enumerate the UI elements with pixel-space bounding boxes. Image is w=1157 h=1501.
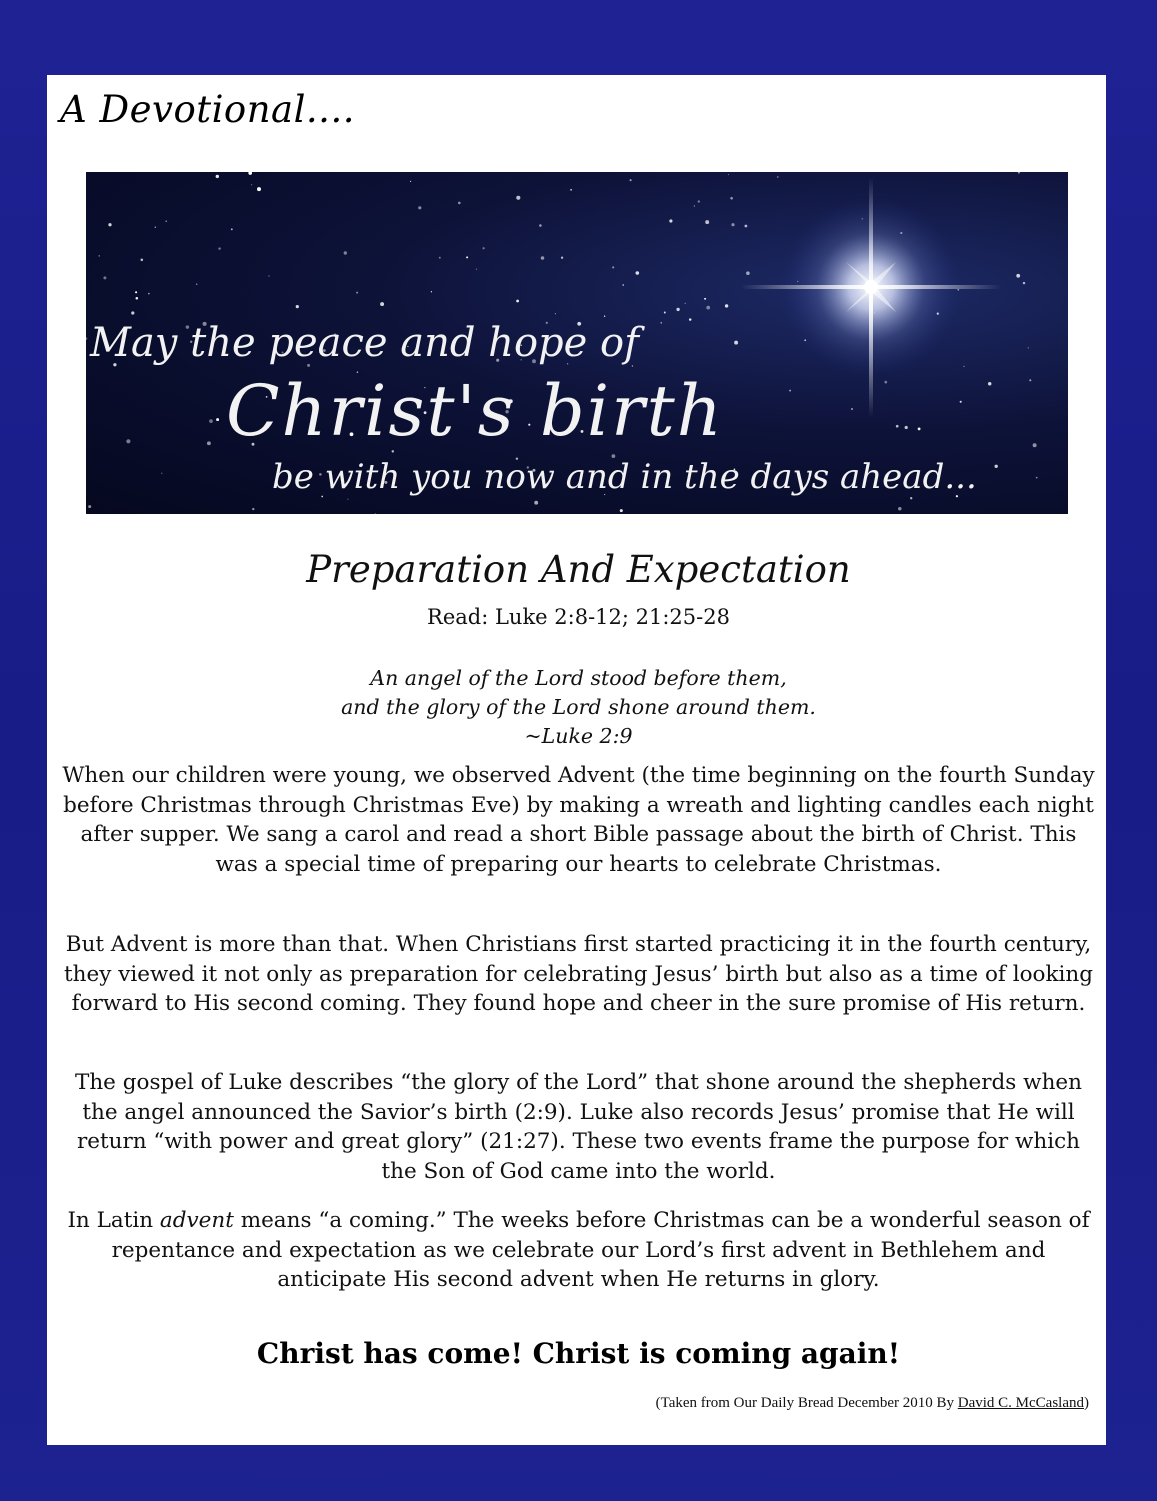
- star-dot: [103, 276, 106, 279]
- star-dot: [896, 425, 899, 428]
- star-dot: [570, 189, 572, 191]
- verse-line-1: An angel of the Lord stood before them,: [370, 666, 787, 690]
- star-dot: [689, 318, 691, 320]
- star-dot: [218, 247, 220, 249]
- star-dot: [728, 174, 729, 175]
- star-dot: [704, 298, 706, 300]
- star-dot: [375, 513, 376, 514]
- star-dot: [1033, 443, 1037, 447]
- star-dot: [99, 255, 100, 256]
- star-dot: [777, 176, 778, 177]
- star-dot: [216, 175, 219, 178]
- star-dot: [136, 297, 139, 300]
- star-dot: [165, 220, 166, 221]
- star-dot: [1028, 347, 1029, 348]
- star-dot: [86, 337, 87, 339]
- star-dot: [963, 366, 964, 367]
- star-dot: [135, 291, 137, 293]
- paragraph-4-rest: means “a coming.” The weeks before Christmas can be a wonderful season of repentance and expectation as we celebrate our Lord’s first advent in Bethlehem and anticipate His second advent when He returns in glory.: [111, 1208, 1090, 1292]
- star-dot: [410, 181, 411, 182]
- star-dot: [694, 205, 695, 206]
- star-dot: [248, 172, 252, 175]
- star-dot: [988, 382, 992, 386]
- star-dot: [725, 304, 728, 307]
- star-dot: [685, 303, 686, 304]
- star-dot: [476, 269, 477, 270]
- paragraph-4: [62, 1206, 1095, 1295]
- star-dot: [380, 302, 384, 306]
- paragraph-2: But Advent is more than that. When Christians first started practicing it in the fourth century, they viewed it not only as preparation for celebrating Jesus’ birth but also as a time of looking forward to His second coming. They found hope and cheer in the sure promise of His return.: [64, 932, 1093, 1016]
- paragraph-1: When our children were young, we observed Advent (the time beginning on the fourth Sunday before Christmas through Christmas Eve) by making a wreath and lighting candles each night after supper. We sang a carol and read a short Bible passage about the birth of Christ. This was a special time of preparing our hearts to celebrate Christmas.: [62, 763, 1095, 877]
- star-dot: [731, 223, 734, 226]
- star-dot: [209, 419, 213, 423]
- star-dot: [516, 196, 520, 200]
- star-dot: [108, 223, 111, 226]
- banner-line-3: be with you now and in the days ahead...: [272, 457, 977, 497]
- star-dot: [126, 439, 130, 443]
- paragraph-3: The gospel of Luke describes “the glory of the Lord” that shone around the shepherds when the angel announced the Savior’s birth (2:9). Luke also records Jesus’ promise that He will return “with power and great glory” (21:27). These two events frame the purpose for which the Son of God came into the world.: [75, 1070, 1082, 1184]
- key-verse: [0, 664, 1157, 751]
- star-dot: [698, 200, 700, 202]
- page-heading: A Devotional....: [60, 88, 355, 131]
- star-dot: [604, 316, 605, 317]
- star-dot: [196, 284, 197, 285]
- star-dot: [884, 381, 887, 384]
- star-dot: [131, 311, 134, 314]
- banner-line-1: May the peace and hope of: [90, 320, 639, 366]
- banner-line-2: Christ's birth: [226, 370, 724, 452]
- paragraph-4-emphasis: advent: [159, 1208, 234, 1233]
- star-dot: [555, 313, 556, 314]
- star-dot: [1018, 172, 1020, 174]
- star-dot: [960, 401, 962, 403]
- starry-night-banner: [86, 172, 1068, 514]
- star-dot: [734, 341, 738, 345]
- star-dot: [1029, 379, 1031, 381]
- star-dot: [207, 441, 211, 445]
- star-dot: [344, 251, 347, 254]
- star-dot: [622, 284, 624, 286]
- closing-statement: Christ has come! Christ is coming again!: [256, 1337, 901, 1370]
- star-dot: [706, 306, 710, 310]
- star-dot: [431, 291, 432, 292]
- star-dot: [620, 509, 623, 512]
- star-dot: [418, 206, 421, 209]
- star-dot: [1023, 282, 1025, 284]
- star-dot: [898, 507, 901, 510]
- star-dot: [669, 219, 672, 222]
- star-dot: [257, 187, 261, 191]
- star-dot: [482, 247, 484, 249]
- author-name: David C. McCasland: [957, 1395, 1084, 1411]
- star-dot: [356, 292, 358, 294]
- star-dot: [664, 312, 666, 314]
- star-dot: [789, 390, 791, 392]
- star-dot: [905, 426, 908, 429]
- star-dot: [746, 271, 750, 275]
- star-dot: [1036, 477, 1038, 479]
- bright-star-icon: [741, 177, 1001, 417]
- star-dot: [252, 508, 254, 510]
- star-dot: [995, 465, 998, 468]
- star-dot: [347, 499, 348, 500]
- star-dot: [745, 225, 748, 228]
- star-dot: [730, 197, 733, 200]
- star-dot: [251, 184, 252, 185]
- verse-reference: ~Luke 2:9: [524, 724, 633, 748]
- star-dot: [636, 271, 640, 275]
- star-dot: [439, 257, 441, 259]
- star-dot: [231, 228, 233, 230]
- verse-line-2: and the glory of the Lord shone around them.: [341, 695, 816, 719]
- star-dot: [148, 293, 150, 295]
- star-dot: [155, 227, 156, 228]
- star-dot: [268, 275, 269, 276]
- star-dot: [561, 257, 563, 259]
- star-dot: [705, 220, 709, 224]
- star-dot: [458, 202, 461, 205]
- star-dot: [541, 256, 545, 260]
- star-dot: [466, 256, 468, 258]
- star-dot: [851, 408, 853, 410]
- star-dot: [161, 473, 162, 474]
- star-dot: [516, 300, 519, 303]
- star-dot: [216, 418, 219, 421]
- credit-suffix: ): [1084, 1395, 1089, 1411]
- star-dot: [612, 266, 614, 268]
- credit-prefix: (Taken from Our Daily Bread December 2010 By: [655, 1395, 958, 1411]
- star-dot: [141, 259, 144, 262]
- star-dot: [88, 505, 91, 508]
- star-dot: [539, 224, 542, 227]
- star-dot: [918, 427, 921, 430]
- star-dot: [676, 308, 679, 311]
- star-dot: [296, 305, 299, 308]
- devotional-title: Preparation And Expectation: [306, 548, 851, 591]
- star-dot: [630, 179, 632, 181]
- paragraph-4-lead: In Latin: [67, 1208, 160, 1233]
- star-dot: [1016, 274, 1020, 278]
- star-dot: [534, 501, 538, 505]
- star-dot: [910, 497, 912, 499]
- source-credit: [656, 1395, 1089, 1412]
- scripture-reading: Read: Luke 2:8-12; 21:25-28: [427, 605, 730, 629]
- star-dot: [661, 322, 662, 323]
